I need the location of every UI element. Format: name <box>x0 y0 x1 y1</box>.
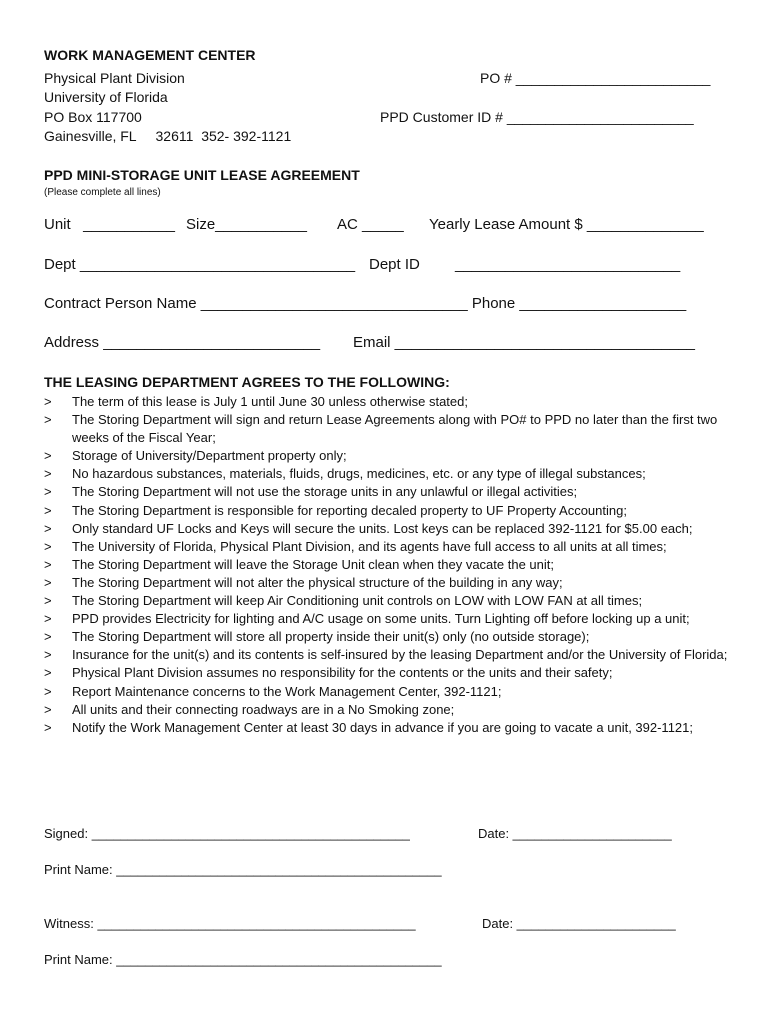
date-field-2[interactable]: Date: ______________________ <box>482 916 676 931</box>
ac-field[interactable]: AC _____ <box>337 216 404 233</box>
bullet-marker: > <box>44 629 52 645</box>
witness-field[interactable]: Witness: ____________________________________________ <box>44 916 416 931</box>
form-title: PPD MINI-STORAGE UNIT LEASE AGREEMENT <box>44 167 360 183</box>
address-line-3: PO Box 117700 <box>44 109 142 125</box>
bullet-marker: > <box>44 719 52 735</box>
address-field[interactable]: Address __________________________ <box>44 334 321 351</box>
agreement-heading: THE LEASING DEPARTMENT AGREES TO THE FOLLOWING: <box>44 374 450 390</box>
dept-id-label: Dept ID <box>369 256 420 273</box>
agreement-list <box>44 393 734 737</box>
bullet-marker: > <box>44 701 52 717</box>
unit-field[interactable]: Unit ___________ <box>44 216 175 233</box>
date-field-1[interactable]: Date: ______________________ <box>478 826 672 841</box>
bullet-marker: > <box>44 665 52 681</box>
dept-field[interactable]: Dept _________________________________ <box>44 256 356 273</box>
agreement-item: > PPD provides Electricity for lighting and A/C usage on some units. Turn Lighting off before locking up a unit; <box>44 610 734 628</box>
bullet-marker: > <box>44 394 52 409</box>
dept-id-field[interactable]: ___________________________ <box>455 256 681 273</box>
agreement-item: > The Storing Department will leave the Storage Unit clean when they vacate the unit; <box>44 556 734 574</box>
agreement-item: > Insurance for the unit(s) and its contents is self-insured by the leasing Department and/or the University of Florida; <box>44 646 734 664</box>
agreement-item: > Storage of University/Department property only; <box>44 447 734 465</box>
address-line-4: Gainesville, FL 32611 352- 392-1121 <box>44 128 292 144</box>
bullet-marker: > <box>44 611 52 627</box>
bullet-marker: > <box>44 484 52 500</box>
bullet-marker: > <box>44 502 52 518</box>
agreement-item: > All units and their connecting roadways are in a No Smoking zone; <box>44 701 734 719</box>
agreement-item: > The Storing Department is responsible for reporting decaled property to UF Property Accounting; <box>44 502 734 520</box>
bullet-marker: > <box>44 538 52 554</box>
signed-field[interactable]: Signed: ____________________________________________ <box>44 826 410 841</box>
bullet-marker: > <box>44 556 52 572</box>
address-line-2: University of Florida <box>44 89 168 105</box>
agreement-item: > The Storing Department will not use the storage units in any unlawful or illegal activities; <box>44 483 734 501</box>
bullet-marker: > <box>44 574 52 590</box>
org-title: WORK MANAGEMENT CENTER <box>44 47 256 63</box>
address-line-1: Physical Plant Division <box>44 70 185 86</box>
agreement-item: > The term of this lease is July 1 until June 30 unless otherwise stated; <box>44 393 734 411</box>
agreement-item: > Only standard UF Locks and Keys will secure the units. Lost keys can be replaced 392-1121 for $5.00 each; <box>44 520 734 538</box>
agreement-item: > The Storing Department will keep Air Conditioning unit controls on LOW with LOW FAN at all times; <box>44 592 734 610</box>
form-subtitle: (Please complete all lines) <box>44 187 161 198</box>
agreement-item: > The Storing Department will sign and return Lease Agreements along with PO# to PPD no later than the first two weeks of the Fiscal Year; <box>44 411 734 447</box>
bullet-marker: > <box>44 520 52 536</box>
bullet-marker: > <box>44 412 52 428</box>
agreement-item: > The Storing Department will store all property inside their unit(s) only (no outside storage); <box>44 628 734 646</box>
ppd-customer-id-field[interactable]: PPD Customer ID # ________________________ <box>380 109 694 125</box>
agreement-item: > Report Maintenance concerns to the Work Management Center, 392-1121; <box>44 683 734 701</box>
bullet-marker: > <box>44 466 52 482</box>
bullet-marker: > <box>44 448 52 464</box>
bullet-marker: > <box>44 593 52 609</box>
bullet-marker: > <box>44 647 52 663</box>
yearly-lease-amount-field[interactable]: Yearly Lease Amount $ ______________ <box>429 216 704 233</box>
size-field[interactable]: Size___________ <box>186 216 307 233</box>
email-field[interactable]: Email ____________________________________ <box>353 334 695 351</box>
print-name-field-2[interactable]: Print Name: _____________________________________________ <box>44 952 442 967</box>
agreement-item: > No hazardous substances, materials, fluids, drugs, medicines, etc. or any type of illegal substances; <box>44 465 734 483</box>
agreement-item: > The Storing Department will not alter the physical structure of the building in any way; <box>44 574 734 592</box>
agreement-item: > Physical Plant Division assumes no responsibility for the contents or the units and their safety; <box>44 664 734 682</box>
print-name-field-1[interactable]: Print Name: _____________________________________________ <box>44 862 442 877</box>
contract-person-phone-field[interactable]: Contract Person Name ________________________________ Phone ____________________ <box>44 295 687 312</box>
bullet-marker: > <box>44 683 52 699</box>
agreement-item: > Notify the Work Management Center at least 30 days in advance if you are going to vacate a unit, 392-1121; <box>44 719 734 737</box>
agreement-item: > The University of Florida, Physical Plant Division, and its agents have full access to all units at all times; <box>44 538 734 556</box>
po-number-field[interactable]: PO # _________________________ <box>480 70 711 86</box>
